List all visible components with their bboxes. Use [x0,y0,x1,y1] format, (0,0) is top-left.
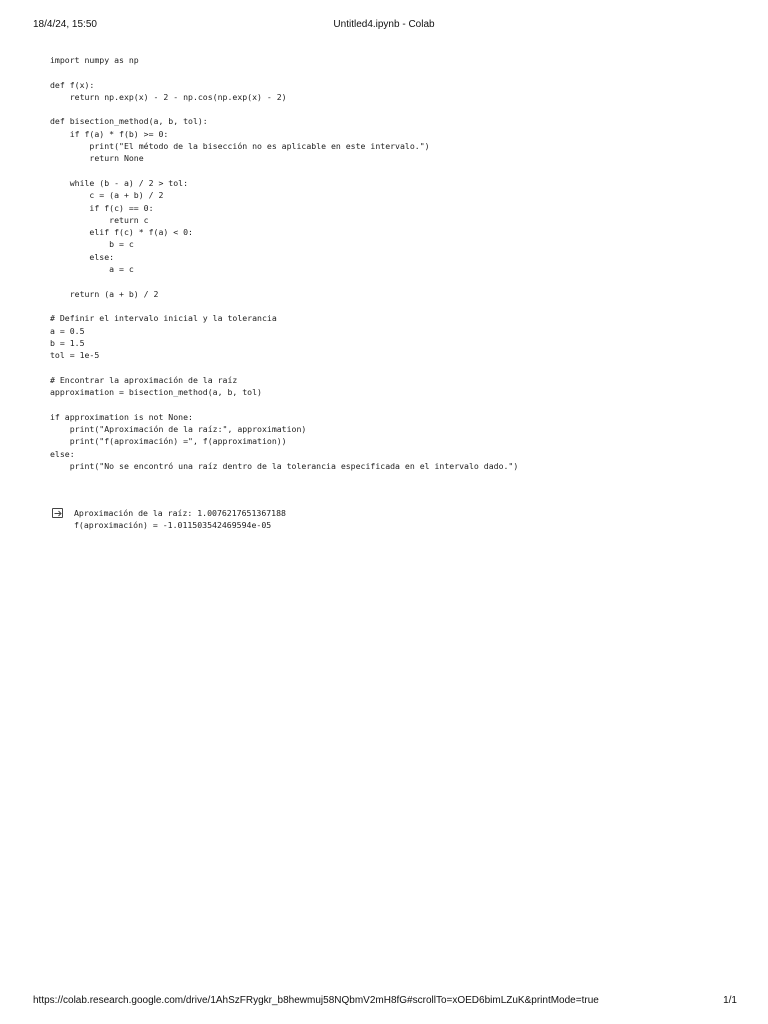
code-line: return None [50,153,144,164]
code-line: def f(x): [50,79,95,90]
code-line: import numpy as np [50,55,139,65]
code-line: def bisection_method(a, b, tol): [50,116,208,127]
code-line [50,66,730,78]
output-arrow-icon[interactable] [52,508,63,518]
code-line [50,165,730,177]
page-url: https://colab.research.google.com/drive/1AhSzFRygkr_b8hewmuj58NQbmV2mH8fG#scrollTo=xOED6bimLZuK&printMode=true [33,995,599,1006]
code-line [50,361,730,373]
code-line: c = (a + b) / 2 [50,190,164,201]
code-line: if approximation is not None: [50,411,193,422]
code-line: elif f(c) * f(a) < 0: [50,227,193,238]
code-line: # Definir el intervalo inicial y la tolerancia [50,313,277,324]
code-line: print("No se encontró una raíz dentro de la tolerancia especificada en el intervalo dado.") [50,460,519,471]
page-number: 1/1 [723,995,737,1006]
code-line: print("El método de la bisección no es aplicable en este intervalo.") [50,141,430,152]
page-title: Untitled4.ipynb - Colab [333,19,435,30]
code-line [50,103,730,115]
code-line: print("Aproximación de la raíz:", approximation) [50,423,307,434]
code-line: if f(c) == 0: [50,202,154,213]
code-line: return (a + b) / 2 [50,288,159,299]
code-line: else: [50,251,115,262]
code-line: # Encontrar la aproximación de la raíz [50,374,238,385]
code-line: if f(a) * f(b) >= 0: [50,128,169,139]
code-line: return c [50,214,149,225]
code-line: a = 0.5 [50,325,85,336]
code-line: approximation = bisection_method(a, b, tol) [50,387,262,398]
code-line: else: [50,448,75,459]
output-line: f(aproximación) = -1.011503542469594e-05 [74,520,272,531]
output-line: Aproximación de la raíz: 1.0076217651367188 [74,508,286,518]
code-line: b = c [50,239,134,250]
code-line: print("f(aproximación) =", f(approximation)) [50,436,287,447]
code-line: a = c [50,264,134,275]
code-line [50,275,730,287]
code-line: return np.exp(x) - 2 - np.cos(np.exp(x) - 2) [50,91,287,102]
code-line: while (b - a) / 2 > tol: [50,177,189,188]
code-line: tol = 1e-5 [50,350,100,361]
code-line [50,398,730,410]
code-line: b = 1.5 [50,337,85,348]
code-line [50,300,730,312]
code-cell[interactable] [50,54,730,472]
print-datetime: 18/4/24, 15:50 [33,19,97,30]
